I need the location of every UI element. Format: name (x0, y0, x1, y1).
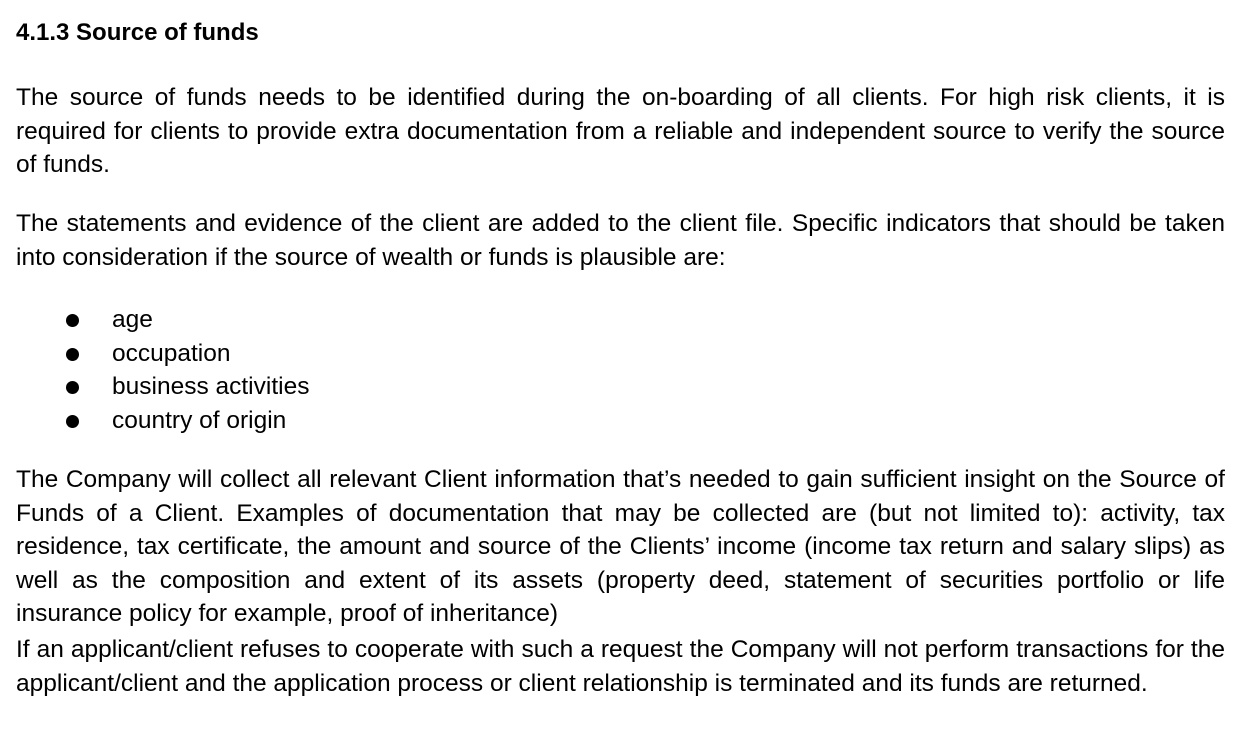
indicator-label: country of origin (112, 406, 287, 434)
paragraph-indicators-intro: The statements and evidence of the client are added to the client file. Specific indicators that should be taken into consideration if the source of wealth or funds is plausible are: (16, 210, 1225, 271)
bullet-icon (66, 415, 79, 428)
section-heading: 4.1.3 Source of funds (16, 19, 259, 46)
indicator-label: business activities (112, 373, 310, 401)
bullet-icon (66, 314, 79, 327)
bullet-icon (66, 348, 79, 361)
indicator-label: age (112, 306, 153, 333)
paragraph-refusal: If an applicant/client refuses to cooperate with such a request the Company will not perform transactions for the applicant/client and the application process or client relationship is terminated and its funds are returned. (16, 636, 1225, 697)
indicator-label: occupation (112, 339, 231, 367)
bullet-icon (66, 381, 79, 394)
paragraph-source-of-funds-intro: The source of funds needs to be identified during the on-boarding of all clients. For high risk clients, it is required for clients to provide extra documentation from a reliable and independent source to verify the source of funds. (16, 84, 1225, 179)
paragraph-documentation: The Company will collect all relevant Client information that’s needed to gain sufficient insight on the Source of Funds of a Client. Examples of documentation that may be collected are (but not limited to): activity, tax residence, tax certificate, the amount and source of the Clients’ income (income tax return and salary slips) as well as the composition and extent of its assets (property deed, statement of securities portfolio or life insurance policy for example, proof of inheritance) (16, 466, 1225, 628)
